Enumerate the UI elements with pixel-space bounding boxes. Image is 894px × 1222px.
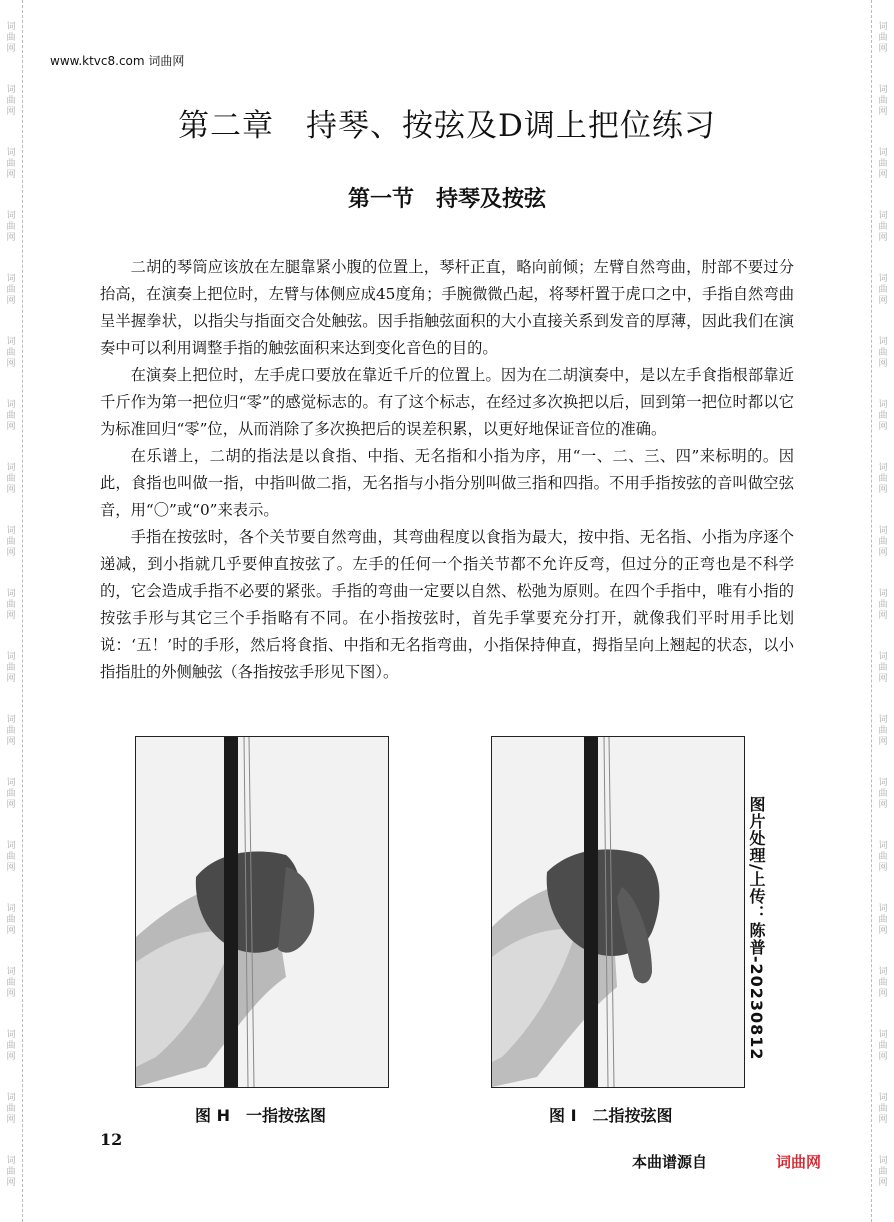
watermark-mark: 词 曲 网	[6, 274, 16, 306]
watermark-mark: 词 曲 网	[878, 274, 888, 306]
watermark-mark: 词 曲 网	[6, 211, 16, 243]
watermark-mark: 词 曲 网	[6, 589, 16, 621]
watermark-mark: 词 曲 网	[878, 400, 888, 432]
watermark-mark: 词 曲 网	[878, 1030, 888, 1062]
watermark-mark: 词 曲 网	[878, 148, 888, 180]
watermark-mark: 词 曲 网	[878, 778, 888, 810]
footer-brand-link[interactable]: 词曲网	[776, 1153, 822, 1171]
watermark-mark: 词 曲 网	[6, 1156, 16, 1188]
paragraph: 在演奏上把位时，左手虎口要放在靠近千斤的位置上。因为在二胡演奏中，是以左手食指根部靠近千斤作为第一把位归“零”的感觉标志的。有了这个标志，在经过多次换把以后，回到第一把位时都以它为标准回归“零”位，从而消除了多次换把后的误差积累，以更好地保证音位的准确。	[100, 366, 794, 438]
watermark-mark: 词 曲 网	[878, 463, 888, 495]
watermark-mark: 词 曲 网	[6, 652, 16, 684]
page-number: 12	[100, 1130, 123, 1149]
chapter-title: 第二章 持琴、按弦及D调上把位练习	[178, 108, 716, 144]
paragraph: 二胡的琴筒应该放在左腿靠紧小腹的位置上，琴杆正直，略向前倾；左臂自然弯曲，肘部不要过分抬高，在演奏上把位时，左臂与体侧应成45度角；手腕微微凸起，将琴杆置于虎口之中，手指自然弯曲呈半握拳状，以指尖与指面交合处触弦。因手指触弦面积的大小直接关系到发音的厚薄，因此我们在演奏中可以利用调整手指的触弦面积来达到变化音色的目的。	[100, 258, 794, 357]
watermark-mark: 词 曲 网	[6, 22, 16, 54]
watermark-mark: 词 曲 网	[878, 211, 888, 243]
watermark-mark: 词 曲 网	[878, 967, 888, 999]
watermark-mark: 词 曲 网	[6, 967, 16, 999]
watermark-mark: 词 曲 网	[878, 22, 888, 54]
watermark-mark: 词 曲 网	[878, 652, 888, 684]
watermark-mark: 词 曲 网	[6, 1030, 16, 1062]
watermark-mark: 词 曲 网	[6, 841, 16, 873]
figure-i-image	[491, 736, 745, 1088]
watermark-mark: 词 曲 网	[6, 778, 16, 810]
watermark-mark: 词 曲 网	[878, 841, 888, 873]
paragraph: 手指在按弦时，各个关节要自然弯曲，其弯曲程度以食指为最大，按中指、无名指、小指为序逐个递减，到小指就几乎要伸直按弦了。左手的任何一个指关节都不允许反弯，但过分的正弯也是不科学的，它会造成手指不必要的紧张。手指的弯曲一定要以自然、松弛为原则。在四个手指中，唯有小指的按弦手形与其它三个手指略有不同。在小指按弦时，首先手掌要充分打开，就像我们平时用手比划说：‘五！’时的手形，然后将食指、中指和无名指弯曲，小指保持伸直，拇指呈向上翘起的状态，以小指指肚的外侧触弦（各指按弦手形见下图）。	[100, 528, 794, 681]
figure-h-caption: 图 H 一指按弦图	[195, 1106, 326, 1125]
watermark-mark: 词 曲 网	[878, 715, 888, 747]
hand-pressing-string-photo	[136, 737, 388, 1087]
figure-h-image	[135, 736, 389, 1088]
watermark-mark: 词 曲 网	[878, 85, 888, 117]
watermark-mark: 词 曲 网	[878, 1156, 888, 1188]
watermark-mark: 词 曲 网	[6, 148, 16, 180]
section-title: 第一节 持琴及按弦	[347, 187, 546, 212]
footer-source-label: 本曲谱源自	[632, 1153, 708, 1171]
upload-credit-note: 图片处理/上传：陈普-20230812	[747, 796, 766, 1061]
paragraph: 在乐谱上，二胡的指法是以食指、中指、无名指和小指为序，用“一、二、三、四”来标明的。因此，食指也叫做一指，中指叫做二指，无名指与小指分别叫做三指和四指。不用手指按弦的音叫做空弦音，用“〇”或“0”来表示。	[100, 447, 794, 519]
watermark-mark: 词 曲 网	[6, 400, 16, 432]
watermark-mark: 词 曲 网	[6, 463, 16, 495]
hand-pressing-string-photo	[492, 737, 744, 1087]
figure-i-caption: 图 I 二指按弦图	[549, 1106, 673, 1125]
watermark-mark: 词 曲 网	[6, 85, 16, 117]
watermark-mark: 词 曲 网	[878, 904, 888, 936]
watermark-mark: 词 曲 网	[6, 715, 16, 747]
watermark-mark: 词 曲 网	[878, 526, 888, 558]
watermark-mark: 词 曲 网	[6, 1093, 16, 1125]
source-url[interactable]: www.ktvc8.com 词曲网	[50, 54, 185, 68]
watermark-mark: 词 曲 网	[6, 526, 16, 558]
watermark-mark: 词 曲 网	[878, 589, 888, 621]
watermark-mark: 词 曲 网	[878, 1093, 888, 1125]
watermark-mark: 词 曲 网	[6, 904, 16, 936]
body-text	[100, 254, 794, 686]
watermark-mark: 词 曲 网	[878, 337, 888, 369]
watermark-mark: 词 曲 网	[6, 337, 16, 369]
